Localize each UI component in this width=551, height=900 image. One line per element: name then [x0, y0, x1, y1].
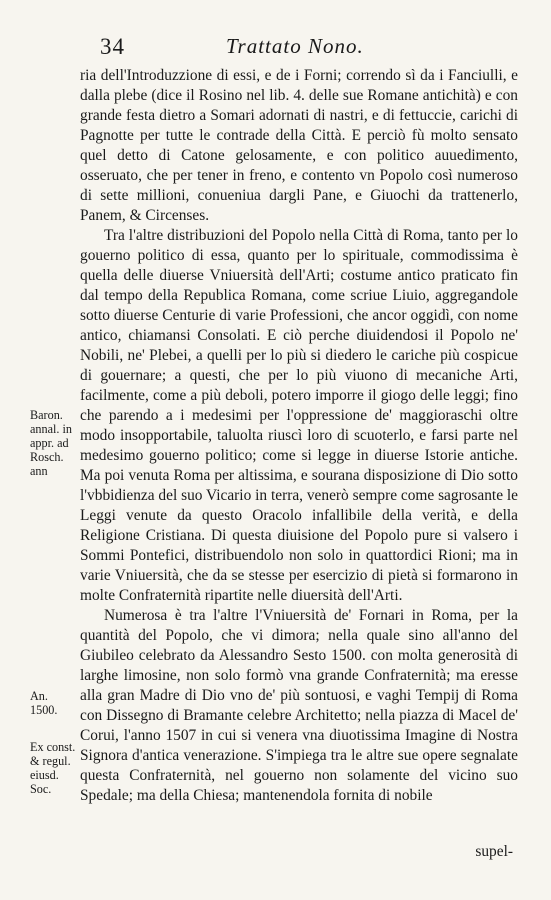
body-text — [80, 66, 518, 806]
paragraph-distribuzioni: Tra l'altre distribuzioni del Popolo nella Città di Roma, tanto per lo gouerno politico di essa, quanto per lo spirituale, commodissima è quella delle diuerse Vniuersità dell'Arti; costume antico praticato fin dal tempo della Republica Romana, come scriue Liuio, aggregandole sotto diuerse Centurie di varie Professioni, che ancor oggidì, con nome antico, chiamansi Consolati. E ciò perche diuidendosi il Popolo ne' Nobili, ne' Plebei, a quelli per lo più si diedero le cariche più cospicue di gouernare; a questi, che per lo più viuono di mecaniche Arti, facilmente, come a più deboli, potero imporre il giogo delle leggi; fino che parendo a i medesimi per l'oppressione de' maggioraschi oltre modo insopportabile, taluolta riuscì loro di scuoterlo, e farsi parte nel medesimo gouerno politico; come si legge in diuerse Istorie antiche. Ma poi venuta Roma per altissima, e sourana disposizione di Dio sotto l'vbbidienza del suo Vicario in terra, venerò sempre come sagrosante le Leggi venute da questo Oracolo infallibile della verità, e della Religione Cristiana. Di questa diuisione del Popolo pure si valsero i Sommi Pontefici, distribuendolo non solo in quattordici Rioni; ma in varie Vniuersità, che da se stesse per esercizio di pietà si formarono in molte Confraternità ripartite nelle diuersità dell'Arti. — [80, 227, 518, 604]
paragraph-continuation: ria dell'Introduzzione di essi, e de i Forni; correndo sì da i Fanciulli, e dalla plebe (dice il Rosino nel lib. 4. delle sue Romane antichità) e con grande festa dietro a Somari adornati di nastri, e di fettuccie, carichi di Pagnotte per tutte le contrade della Città. E perciò fù molto sensato quel detto di Catone gelosamente, e con politico auuedimento, osseruato, che per tener in freno, e contento vn Popolo così numeroso di sette millioni, conueniua dargli Pane, e Giuochi da trattenerlo, Panem, & Circenses. — [80, 67, 518, 224]
page-number: 34 — [100, 34, 125, 59]
paragraph-fornari: Numerosa è tra l'altre l'Vniuersità de' Fornari in Roma, per la quantità del Popolo, che vi dimora; nella quale sino all'anno del Giubileo celebrato da Alessandro Sesto 1500. con molta generosità di larghe limosine, non solo formò vna grande Confraternità; ma eresse alla gran Madre di Dio vno de' più sontuosi, e vaghi Tempij di Roma con Dissegno di Bramante celebre Architetto; nella piazza di Macel de' Corui, l'anno 1507 in cui si venera vna diuotissima Imagine di Nostra Signora d'antica venerazione. S'impiega tra le altre sue opere segnalate questa Confraternità, nel gouerno non solamente del vicino suo Spedale; ma della Chiesa; mantenendola fornita di nobile — [80, 607, 518, 804]
catchword: supel- — [475, 843, 513, 860]
running-title: Trattato Nono. — [226, 34, 364, 58]
marginal-note-baronio: Baron. annal. in appr. ad Rosch. ann — [30, 408, 72, 478]
marginal-note-constitution: Ex const. & regul. eiusd. Soc. — [30, 740, 76, 796]
marginal-note-year: An. 1500. — [30, 689, 58, 717]
